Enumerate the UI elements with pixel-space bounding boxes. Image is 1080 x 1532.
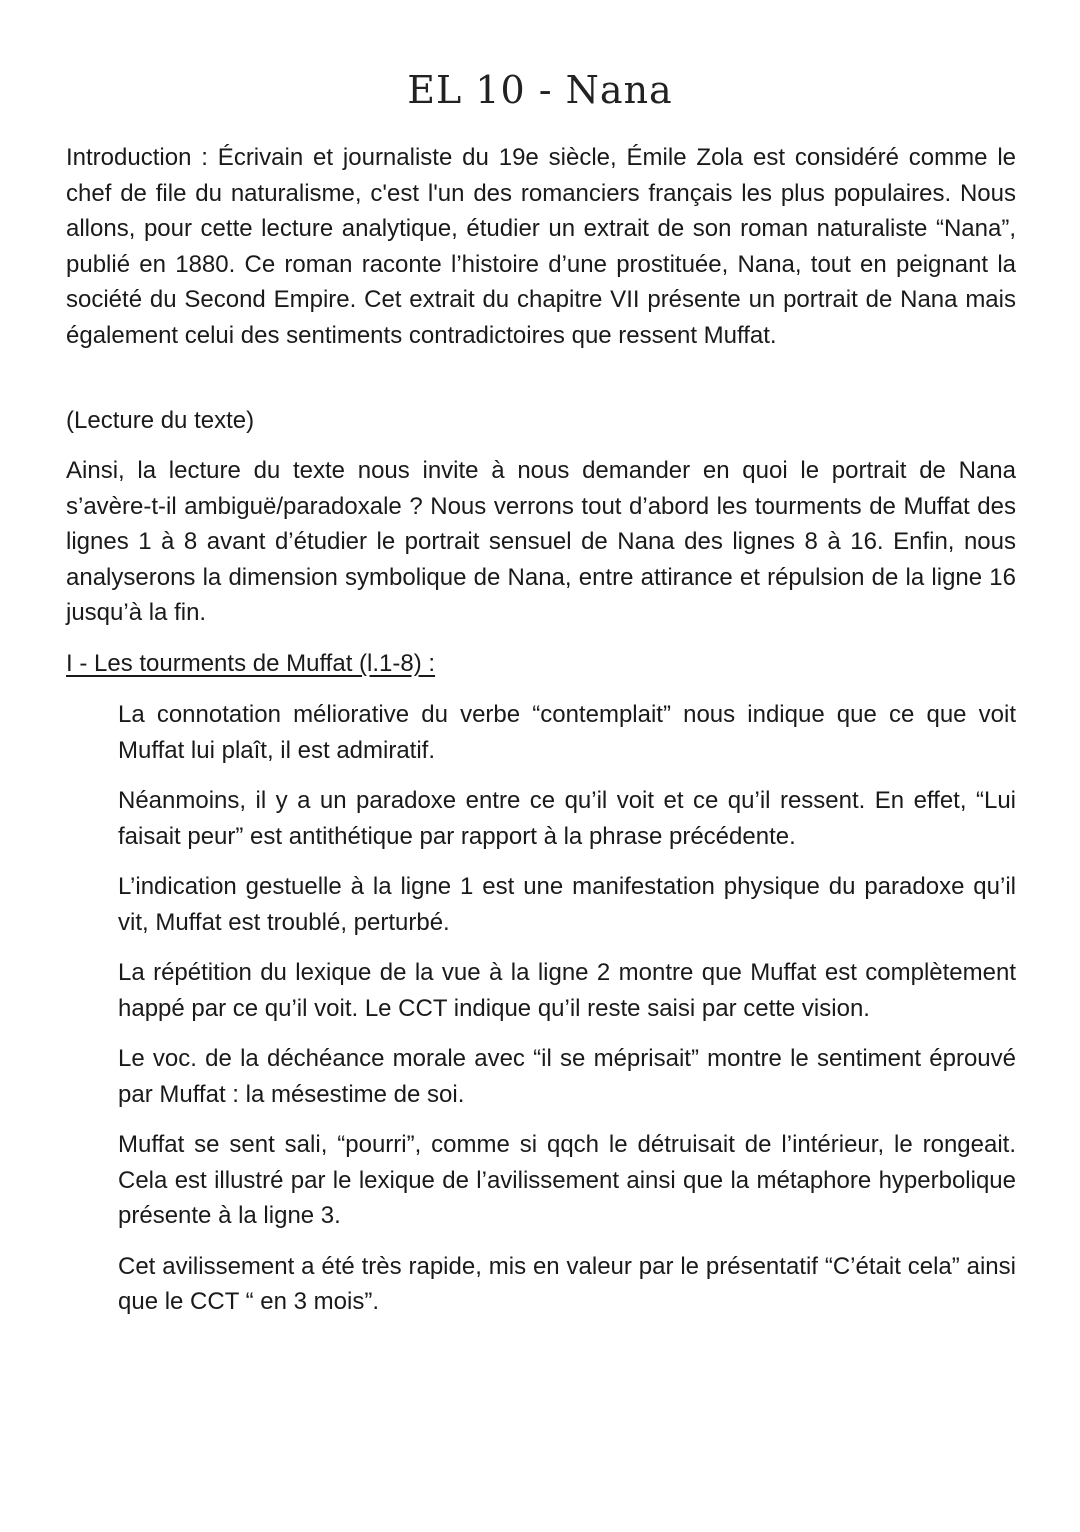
reading-note: (Lecture du texte) xyxy=(66,407,255,434)
analysis-point: La répétition du lexique de la vue à la ligne 2 montre que Muffat est complètement happé par ce qu’il voit. Le CCT indique qu’il reste saisi par cette vision. xyxy=(118,959,1016,1022)
introduction-paragraph: Introduction : Écrivain et journaliste du 19e siècle, Émile Zola est considéré comme le chef de file du naturalisme, c'est l'un des romanciers français les plus populaires. Nous allons, pour cette lecture analytique, étudier un extrait de son roman naturaliste “Nana”, publié en 1880. Ce roman raconte l’histoire d’une prostituée, Nana, tout en peignant la société du Second Empire. Cet extrait du chapitre VII présente un portrait de Nana mais également celui des sentiments contradictoires que ressent Muffat. xyxy=(66,144,1016,349)
analysis-point: Le voc. de la déchéance morale avec “il se méprisait” montre le sentiment éprouvé par Muffat : la mésestime de soi. xyxy=(118,1045,1016,1108)
section-points xyxy=(118,697,1016,1335)
analysis-point: La connotation méliorative du verbe “contemplait” nous indique que ce que voit Muffat lui plaît, il est admiratif. xyxy=(118,701,1016,764)
analysis-point: Néanmoins, il y a un paradoxe entre ce qu’il voit et ce qu’il ressent. En effet, “Lui faisait peur” est antithétique par rapport à la phrase précédente. xyxy=(118,787,1016,850)
analysis-point: L’indication gestuelle à la ligne 1 est une manifestation physique du paradoxe qu’il vit, Muffat est troublé, perturbé. xyxy=(118,873,1016,936)
analysis-point: Cet avilissement a été très rapide, mis en valeur par le présentatif “C’était cela” ainsi que le CCT “ en 3 mois”. xyxy=(118,1252,1016,1315)
page-title: EL 10 - Nana xyxy=(407,68,673,112)
section-heading: I - Les tourments de Muffat (l.1-8) : xyxy=(66,650,436,677)
analysis-point: Muffat se sent sali, “pourri”, comme si qqch le détruisait de l’intérieur, le rongeait. Cela est illustré par le lexique de l’avilissement ainsi que la métaphore hyperbolique présente à la ligne 3. xyxy=(118,1131,1016,1229)
problematique-paragraph: Ainsi, la lecture du texte nous invite à nous demander en quoi le portrait de Nana s’avère-t-il ambiguë/paradoxale ? Nous verrons tout d’abord les tourments de Muffat des lignes 1 à 8 avant d’étudier le portrait sensuel de Nana des lignes 8 à 16. Enfin, nous analyserons la dimension symbolique de Nana, entre attirance et répulsion de la ligne 16 jusqu’à la fin. xyxy=(66,457,1016,626)
